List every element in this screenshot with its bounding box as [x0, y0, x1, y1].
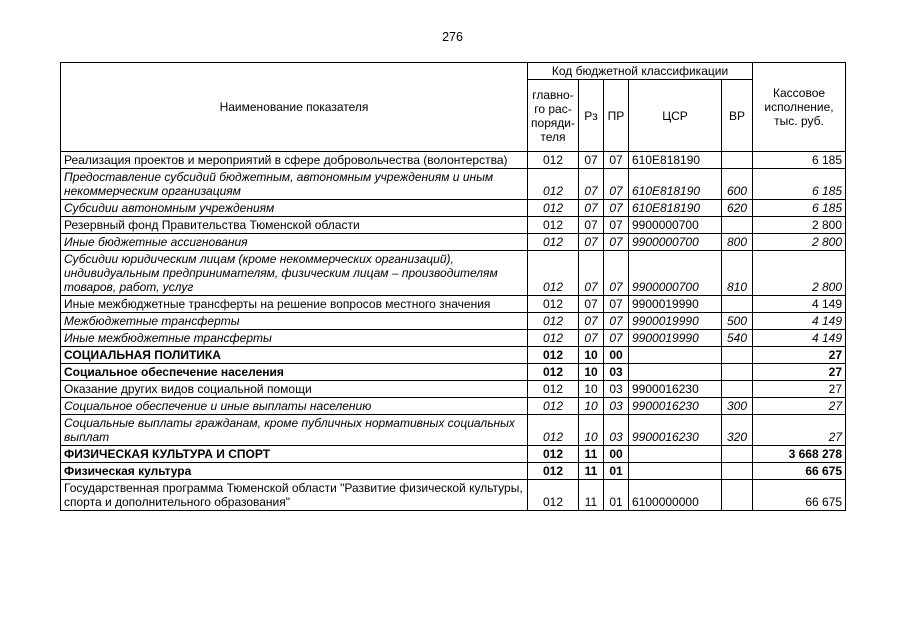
- row-amount: 2 800: [753, 217, 846, 234]
- header-admin: главно- го рас- поряди- теля: [528, 80, 579, 152]
- row-rz-code: 07: [579, 330, 604, 347]
- table-body: [61, 152, 846, 511]
- row-vr-code: [722, 347, 753, 364]
- row-csr-code: 9900016230: [629, 381, 722, 398]
- row-amount: 4 149: [753, 330, 846, 347]
- row-csr-code: 9900000700: [629, 217, 722, 234]
- row-csr-code: [629, 364, 722, 381]
- row-name: СОЦИАЛЬНАЯ ПОЛИТИКА: [61, 347, 528, 364]
- row-name: Физическая культура: [61, 463, 528, 480]
- table-row: [61, 217, 846, 234]
- row-admin-code: 012: [528, 398, 579, 415]
- row-amount: 4 149: [753, 296, 846, 313]
- row-admin-code: 012: [528, 330, 579, 347]
- table-row: [61, 347, 846, 364]
- table-row: [61, 446, 846, 463]
- row-admin-code: 012: [528, 480, 579, 511]
- row-pr-code: 01: [604, 463, 629, 480]
- row-admin-code: 012: [528, 446, 579, 463]
- row-pr-code: 03: [604, 415, 629, 446]
- row-rz-code: 11: [579, 446, 604, 463]
- row-name: Иные бюджетные ассигнования: [61, 234, 528, 251]
- row-admin-code: 012: [528, 463, 579, 480]
- row-admin-code: 012: [528, 381, 579, 398]
- table-row: [61, 234, 846, 251]
- row-name: Предоставление субсидий бюджетным, автономным учреждениям и иным некоммерческим организациям: [61, 169, 528, 200]
- table-row: [61, 152, 846, 169]
- row-csr-code: [629, 463, 722, 480]
- table-row: [61, 251, 846, 296]
- row-csr-code: 9900019990: [629, 296, 722, 313]
- row-name: ФИЗИЧЕСКАЯ КУЛЬТУРА И СПОРТ: [61, 446, 528, 463]
- row-csr-code: 9900019990: [629, 313, 722, 330]
- row-rz-code: 11: [579, 463, 604, 480]
- page-number: 276: [442, 30, 463, 44]
- row-name: Социальное обеспечение и иные выплаты населению: [61, 398, 528, 415]
- row-pr-code: 07: [604, 217, 629, 234]
- row-name: Резервный фонд Правительства Тюменской области: [61, 217, 528, 234]
- header-rz: Рз: [579, 80, 604, 152]
- row-pr-code: 07: [604, 330, 629, 347]
- row-amount: 66 675: [753, 463, 846, 480]
- row-rz-code: 07: [579, 313, 604, 330]
- row-rz-code: 07: [579, 152, 604, 169]
- row-vr-code: 810: [722, 251, 753, 296]
- row-amount: 27: [753, 347, 846, 364]
- table-row: [61, 463, 846, 480]
- row-vr-code: 320: [722, 415, 753, 446]
- row-csr-code: 9900000700: [629, 251, 722, 296]
- row-name: Субсидии юридическим лицам (кроме некоммерческих организаций), индивидуальным предпринимателям, физическим лицам – производителям товаров, работ, услуг: [61, 251, 528, 296]
- row-rz-code: 10: [579, 364, 604, 381]
- row-rz-code: 07: [579, 296, 604, 313]
- row-pr-code: 07: [604, 169, 629, 200]
- row-rz-code: 10: [579, 381, 604, 398]
- row-pr-code: 00: [604, 347, 629, 364]
- budget-table: [60, 62, 846, 511]
- row-amount: 6 185: [753, 152, 846, 169]
- row-admin-code: 012: [528, 364, 579, 381]
- row-name: Социальные выплаты гражданам, кроме публичных нормативных социальных выплат: [61, 415, 528, 446]
- row-rz-code: 10: [579, 415, 604, 446]
- row-rz-code: 07: [579, 251, 604, 296]
- row-vr-code: 540: [722, 330, 753, 347]
- row-amount: 27: [753, 398, 846, 415]
- row-amount: 6 185: [753, 200, 846, 217]
- row-pr-code: 07: [604, 152, 629, 169]
- row-pr-code: 03: [604, 398, 629, 415]
- row-amount: 27: [753, 381, 846, 398]
- row-name: Субсидии автономным учреждениям: [61, 200, 528, 217]
- row-name: Межбюджетные трансферты: [61, 313, 528, 330]
- row-vr-code: [722, 217, 753, 234]
- row-pr-code: 01: [604, 480, 629, 511]
- row-amount: 27: [753, 415, 846, 446]
- row-csr-code: [629, 347, 722, 364]
- row-amount: 27: [753, 364, 846, 381]
- table-row: [61, 398, 846, 415]
- row-vr-code: [722, 381, 753, 398]
- table-row: [61, 364, 846, 381]
- row-amount: 66 675: [753, 480, 846, 511]
- row-vr-code: 600: [722, 169, 753, 200]
- table-row: [61, 415, 846, 446]
- row-amount: 3 668 278: [753, 446, 846, 463]
- row-rz-code: 07: [579, 217, 604, 234]
- table-row: [61, 296, 846, 313]
- row-admin-code: 012: [528, 251, 579, 296]
- row-name: Социальное обеспечение населения: [61, 364, 528, 381]
- row-csr-code: 610E818190: [629, 169, 722, 200]
- row-vr-code: [722, 152, 753, 169]
- row-rz-code: 10: [579, 398, 604, 415]
- row-pr-code: 07: [604, 251, 629, 296]
- row-vr-code: 300: [722, 398, 753, 415]
- row-pr-code: 07: [604, 200, 629, 217]
- row-admin-code: 012: [528, 217, 579, 234]
- row-admin-code: 012: [528, 152, 579, 169]
- row-amount: 2 800: [753, 234, 846, 251]
- row-pr-code: 07: [604, 234, 629, 251]
- header-name: Наименование показателя: [61, 63, 528, 152]
- row-admin-code: 012: [528, 234, 579, 251]
- row-name: Оказание других видов социальной помощи: [61, 381, 528, 398]
- row-admin-code: 012: [528, 313, 579, 330]
- row-admin-code: 012: [528, 169, 579, 200]
- header-vr: ВР: [722, 80, 753, 152]
- row-rz-code: 11: [579, 480, 604, 511]
- row-csr-code: 9900016230: [629, 415, 722, 446]
- row-csr-code: 9900016230: [629, 398, 722, 415]
- row-amount: 6 185: [753, 169, 846, 200]
- row-pr-code: 03: [604, 364, 629, 381]
- row-vr-code: [722, 480, 753, 511]
- header-code-group: Код бюджетной классификации: [528, 63, 753, 80]
- row-vr-code: 500: [722, 313, 753, 330]
- row-amount: 4 149: [753, 313, 846, 330]
- row-admin-code: 012: [528, 415, 579, 446]
- row-vr-code: [722, 364, 753, 381]
- table-row: [61, 200, 846, 217]
- row-admin-code: 012: [528, 200, 579, 217]
- row-csr-code: 610E818190: [629, 200, 722, 217]
- row-pr-code: 03: [604, 381, 629, 398]
- header-csr: ЦСР: [629, 80, 722, 152]
- row-csr-code: 610E818190: [629, 152, 722, 169]
- row-rz-code: 10: [579, 347, 604, 364]
- row-admin-code: 012: [528, 296, 579, 313]
- header-sum: Кассовое исполнение, тыс. руб.: [753, 63, 846, 152]
- row-vr-code: [722, 296, 753, 313]
- row-csr-code: [629, 446, 722, 463]
- row-vr-code: [722, 463, 753, 480]
- row-name: Иные межбюджетные трансферты: [61, 330, 528, 347]
- row-admin-code: 012: [528, 347, 579, 364]
- row-csr-code: 6100000000: [629, 480, 722, 511]
- row-csr-code: 9900000700: [629, 234, 722, 251]
- row-vr-code: 800: [722, 234, 753, 251]
- table-row: [61, 169, 846, 200]
- row-amount: 2 800: [753, 251, 846, 296]
- table-row: [61, 313, 846, 330]
- table-row: [61, 381, 846, 398]
- row-csr-code: 9900019990: [629, 330, 722, 347]
- row-pr-code: 00: [604, 446, 629, 463]
- row-vr-code: [722, 446, 753, 463]
- row-name: Иные межбюджетные трансферты на решение вопросов местного значения: [61, 296, 528, 313]
- row-name: Реализация проектов и мероприятий в сфере добровольчества (волонтерства): [61, 152, 528, 169]
- header-pr: ПР: [604, 80, 629, 152]
- row-pr-code: 07: [604, 313, 629, 330]
- row-vr-code: 620: [722, 200, 753, 217]
- row-name: Государственная программа Тюменской области "Развитие физической культуры, спорта и дополнительного образования": [61, 480, 528, 511]
- row-pr-code: 07: [604, 296, 629, 313]
- row-rz-code: 07: [579, 234, 604, 251]
- table-row: [61, 480, 846, 511]
- row-rz-code: 07: [579, 200, 604, 217]
- row-rz-code: 07: [579, 169, 604, 200]
- table-row: [61, 330, 846, 347]
